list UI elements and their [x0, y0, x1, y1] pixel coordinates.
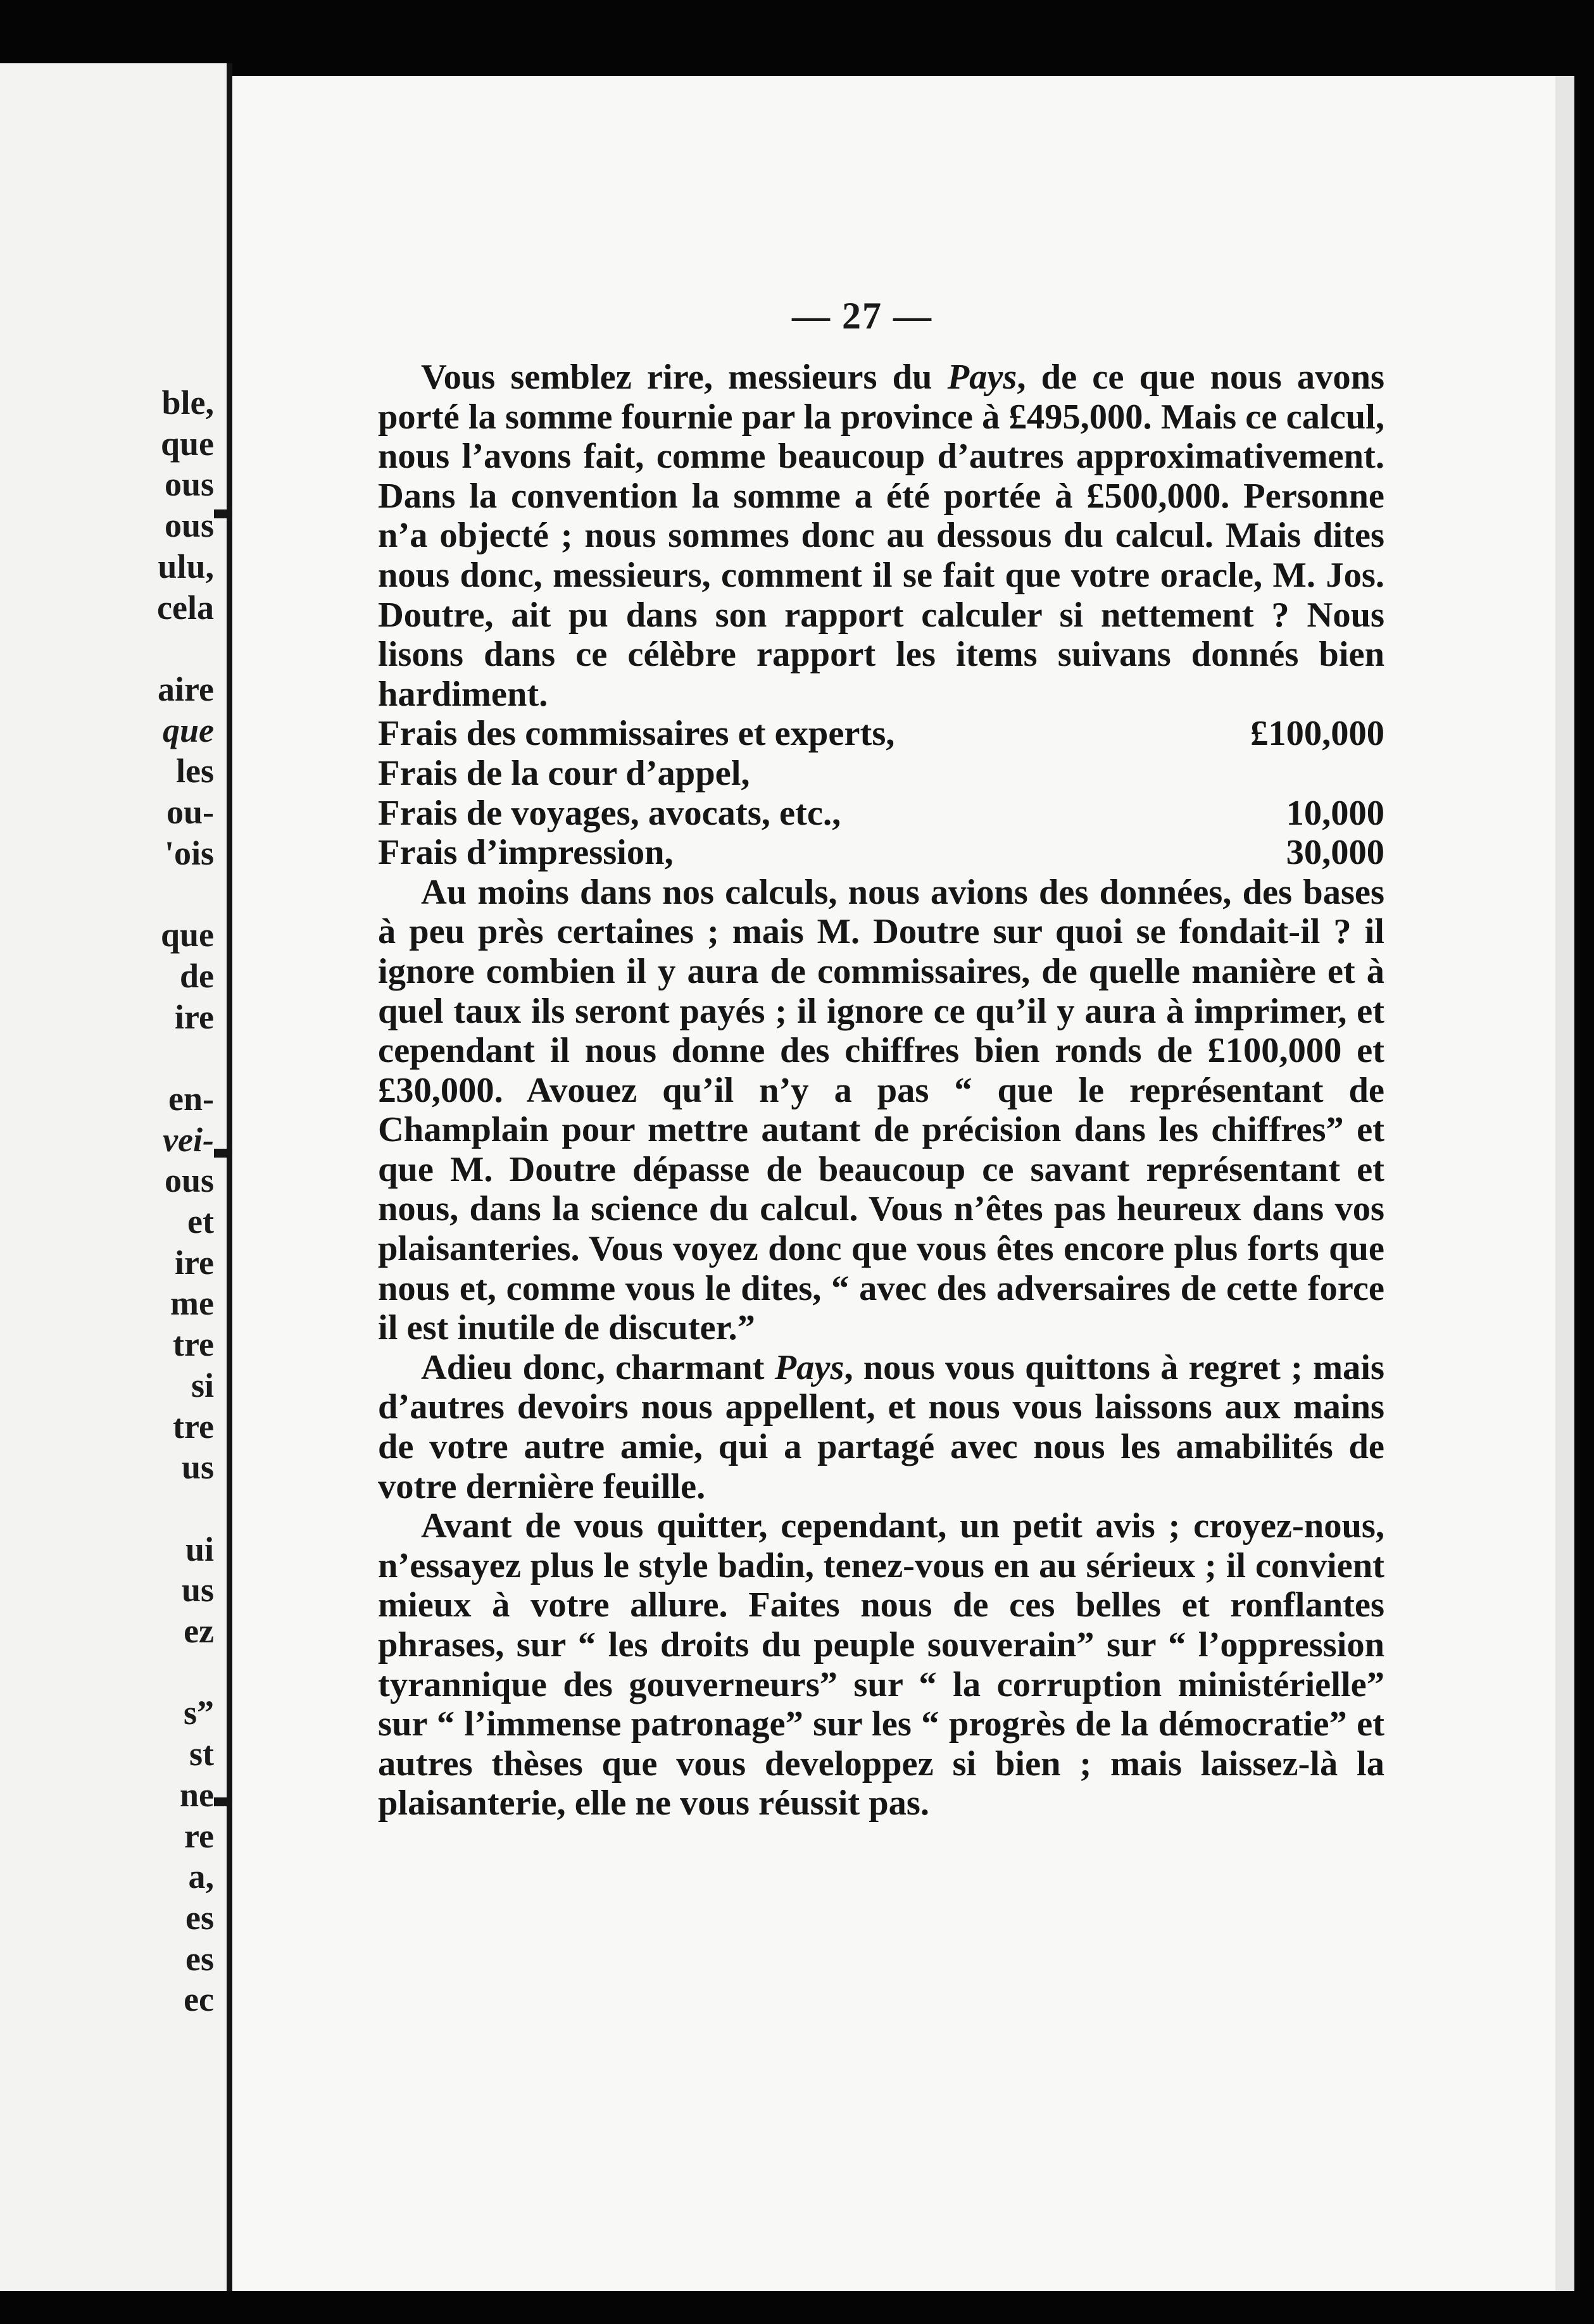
left-page-text-fragment: cela	[157, 589, 214, 627]
left-page-text-fragment: aire	[158, 670, 214, 708]
left-page-text-fragment: que	[160, 916, 214, 954]
left-page-text-fragment: ble,	[161, 384, 214, 422]
left-page-text-fragment: us	[181, 1448, 214, 1486]
left-page-text-fragment: en-	[168, 1080, 214, 1118]
book-page	[232, 76, 1574, 2291]
left-page-text-fragment: de	[180, 957, 214, 995]
left-page-text-fragment: ulu,	[158, 547, 214, 585]
page-fold-line	[227, 63, 232, 2291]
left-page-text-fragment: tre	[173, 1408, 214, 1446]
expense-amount: 10,000	[1286, 793, 1384, 833]
left-page-text-fragment: que	[160, 425, 214, 463]
expense-list	[378, 714, 1384, 872]
left-page-text-fragment: us	[181, 1571, 214, 1609]
page-number: — 27 —	[792, 295, 932, 337]
left-page-text-fragment: ou-	[166, 793, 214, 831]
paragraph: Vous semblez rire, messieurs du Pays, de ce que nous avons porté la somme fournie par la province à £495,000. Mais ce calcul, nous l’avons fait, comme beaucoup d’autres approximativement. Dans la convention la somme a été portée à £500,000. Personne n’a objecté ; nous sommes donc au dessous du calcul. Mais dites nous donc, messieurs, comment il se fait que votre oracle, M. Jos. Doutre, ait pu dans son rapport calculer si nettement ? Nous lisons dans ce célèbre rapport les items suivans donnés bien hardiment.	[378, 358, 1384, 714]
left-page-text-fragment: es	[185, 1899, 214, 1937]
left-page-text-fragment: si	[191, 1366, 214, 1404]
page-edge	[1555, 76, 1574, 2291]
left-page-text-fragment: ous	[164, 1161, 214, 1199]
expense-row	[378, 833, 1384, 873]
expense-label: Frais de la cour d’appel,	[378, 753, 750, 793]
newspaper-title: Pays	[947, 358, 1017, 397]
left-page-text-fragment: ui	[185, 1530, 214, 1568]
left-page-text-fragment: es	[185, 1940, 214, 1978]
newspaper-title: Pays	[774, 1347, 844, 1387]
expense-row	[378, 794, 1384, 834]
left-page-text-fragment: re	[184, 1817, 214, 1855]
left-page-text-fragment: ez	[184, 1612, 214, 1650]
left-page-text-fragment: ous	[164, 465, 214, 503]
left-page-text-fragment: et	[187, 1203, 214, 1240]
left-page-text-fragment: ire	[175, 1244, 214, 1282]
left-page-text-fragment: que	[163, 711, 214, 749]
left-page-text-fragment: s”	[183, 1694, 214, 1732]
previous-page-fragment	[0, 63, 228, 2291]
page-body	[378, 358, 1384, 1823]
expense-amount: 30,000	[1286, 833, 1384, 873]
paragraph: Adieu donc, charmant Pays, nous vous quittons à regret ; mais d’autres devoirs nous appellent, et nous vous laissons aux mains de votre autre amie, qui a partagé avec nous les amabilités de votre dernière feuille.	[378, 1347, 1384, 1506]
left-page-text-fragment: st	[189, 1735, 214, 1773]
expense-label: Frais des commissaires et experts,	[378, 714, 895, 754]
expense-label: Frais de voyages, avocats, etc.,	[378, 793, 841, 833]
expense-row	[378, 714, 1384, 754]
left-page-text-fragment: ne	[180, 1776, 214, 1814]
left-page-text-fragment: ec	[184, 1980, 214, 2018]
left-page-text-fragment: me	[170, 1284, 214, 1322]
paragraph: Avant de vous quitter, cependant, un petit avis ; croyez-nous, n’essayez plus le style badin, tenez-vous en au sérieux ; il convient mieux à votre allure. Faites nous de ces belles et ronflantes phrases, sur “ les droits du peuple souverain” sur “ l’oppression tyrannique des gouverneurs” sur “ la corruption ministérielle” sur “ l’immense patronage” sur les “ progrès de la démocratie” et autres thèses que vous developpez si bien ; mais laissez-là la plaisanterie, elle ne vous réussit pas.	[378, 1506, 1384, 1823]
expense-label: Frais d’impression,	[378, 833, 674, 873]
left-page-text-fragment: ire	[175, 998, 214, 1036]
expense-row	[378, 754, 1384, 794]
left-page-text-fragment: ous	[164, 506, 214, 544]
left-page-text-fragment: a,	[188, 1858, 214, 1896]
left-page-text-fragment: les	[176, 752, 214, 790]
paragraph: Au moins dans nos calculs, nous avions des données, des bases à peu près certaines ; mais M. Doutre sur quoi se fondait-il ? il ignore combien il y aura de commissaires, de quelle manière et à quel taux ils seront payés ; il ignore ce qu’il y aura à imprimer, et cependant il nous donne des chiffres bien ronds de £100,000 et £30,000. Avouez qu’il n’y a pas “ que le représentant de Champlain pour mettre autant de précision dans les chiffres” et que M. Doutre dépasse de beaucoup ce savant représentant et nous, dans la science du calcul. Vous n’êtes pas heureux dans vos plaisanteries. Vous voyez donc que vous êtes encore plus forts que nous et, comme vous le dites, “ avec des adversaires de cette force il est inutile de discuter.”	[378, 872, 1384, 1348]
left-page-text-fragment: vei-	[163, 1121, 214, 1159]
expense-amount: £100,000	[1250, 714, 1384, 754]
left-page-text-fragment: 'ois	[164, 834, 214, 872]
left-page-text-fragment: tre	[173, 1325, 214, 1363]
